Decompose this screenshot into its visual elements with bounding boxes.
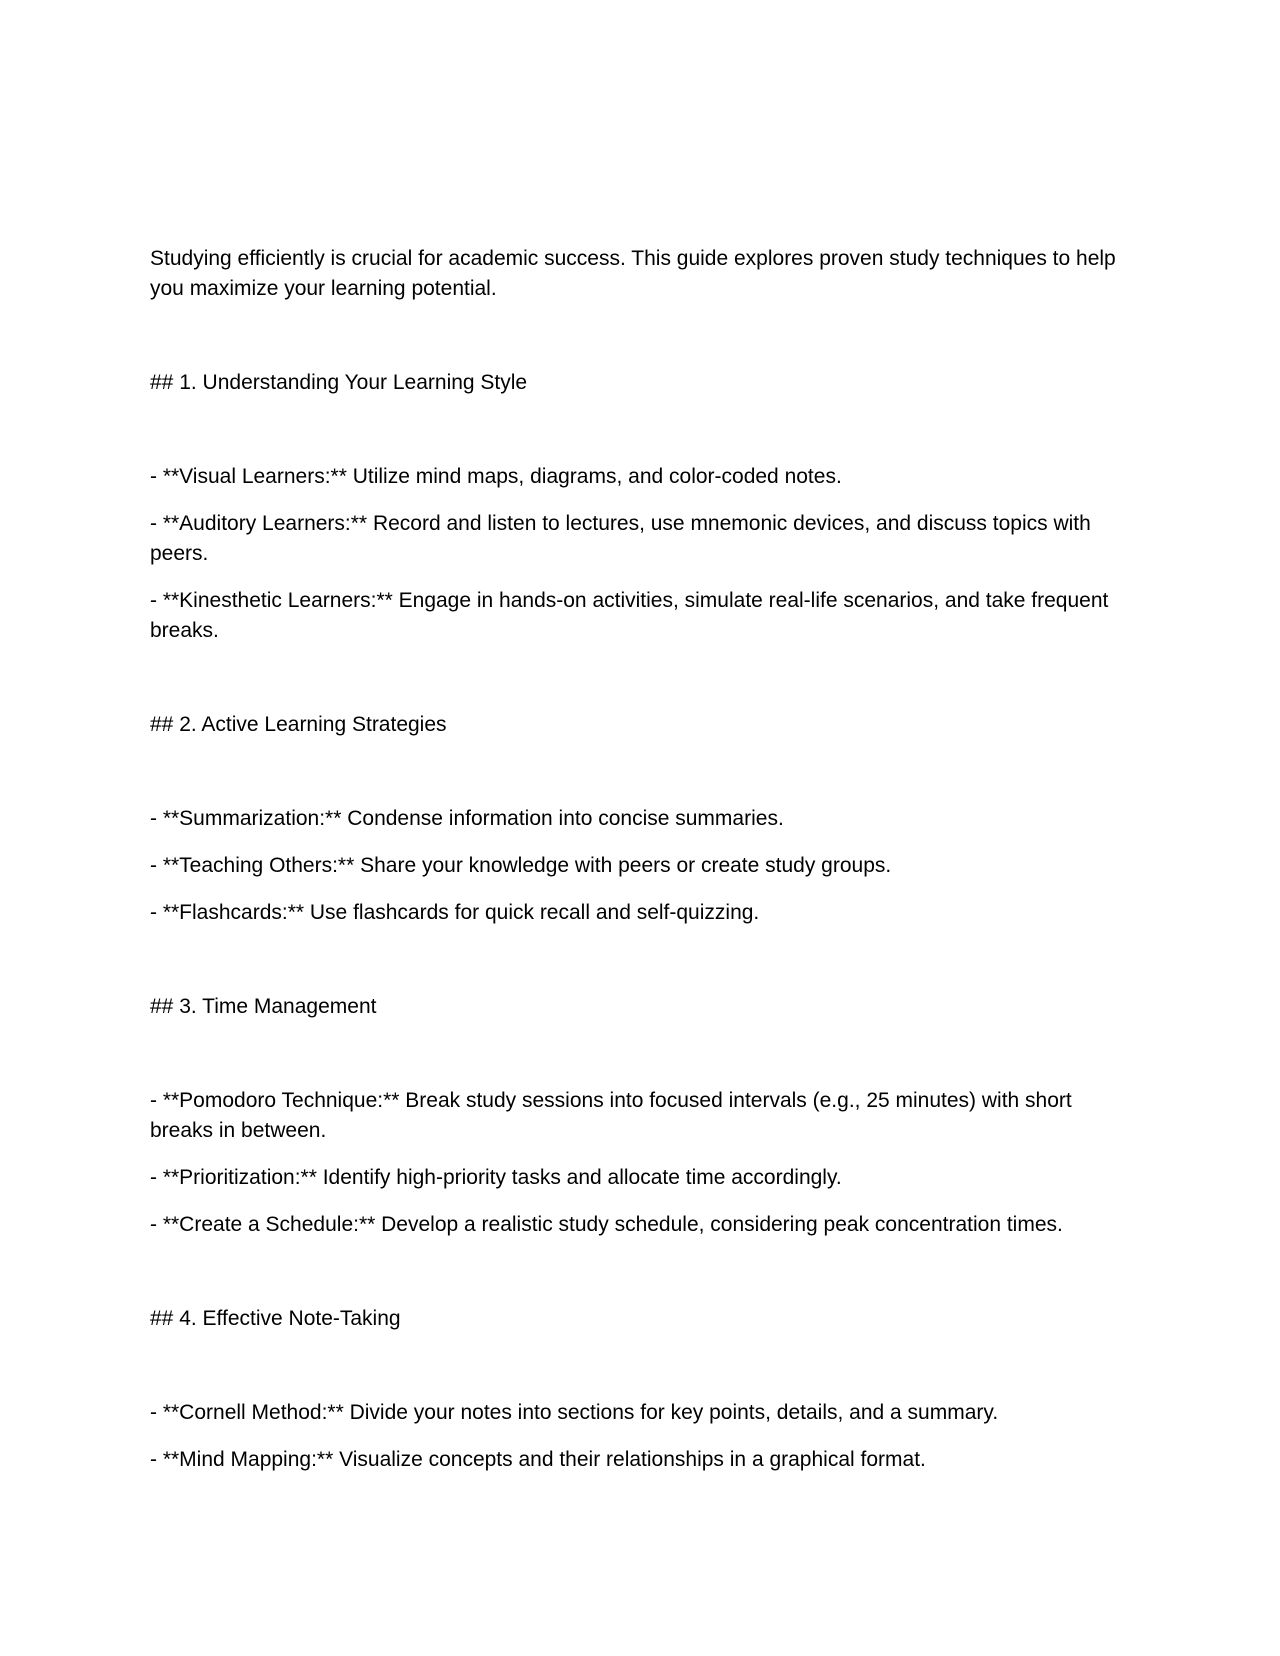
list-item: - **Create a Schedule:** Develop a realistic study schedule, considering peak concentration times.: [150, 1213, 1063, 1236]
list-item: - **Visual Learners:** Utilize mind maps, diagrams, and color-coded notes.: [150, 465, 842, 488]
section-heading: ## 1. Understanding Your Learning Style: [150, 371, 528, 394]
list-item: - **Auditory Learners:** Record and listen to lectures, use mnemonic devices, and discuss topics with peers.: [150, 512, 1091, 565]
intro-paragraph: Studying efficiently is crucial for academic success. This guide explores proven study techniques to help you maximize your learning potential.: [150, 247, 1116, 300]
list-item: - **Mind Mapping:** Visualize concepts and their relationships in a graphical format.: [150, 1448, 926, 1471]
list-item: - **Pomodoro Technique:** Break study sessions into focused intervals (e.g., 25 minutes) with short breaks in between.: [150, 1089, 1072, 1142]
list-item: - **Prioritization:** Identify high-priority tasks and allocate time accordingly.: [150, 1166, 842, 1189]
list-item: - **Summarization:** Condense information into concise summaries.: [150, 807, 784, 830]
document-body: [150, 244, 1130, 1475]
section-heading: ## 2. Active Learning Strategies: [150, 713, 447, 736]
list-item: - **Kinesthetic Learners:** Engage in hands-on activities, simulate real-life scenarios, and take frequent breaks.: [150, 589, 1109, 642]
list-item: - **Flashcards:** Use flashcards for quick recall and self-quizzing.: [150, 901, 760, 924]
section-heading: ## 3. Time Management: [150, 995, 377, 1018]
section-heading: ## 4. Effective Note-Taking: [150, 1307, 401, 1330]
list-item: - **Cornell Method:** Divide your notes into sections for key points, details, and a summary.: [150, 1401, 999, 1424]
list-item: - **Teaching Others:** Share your knowledge with peers or create study groups.: [150, 854, 892, 877]
